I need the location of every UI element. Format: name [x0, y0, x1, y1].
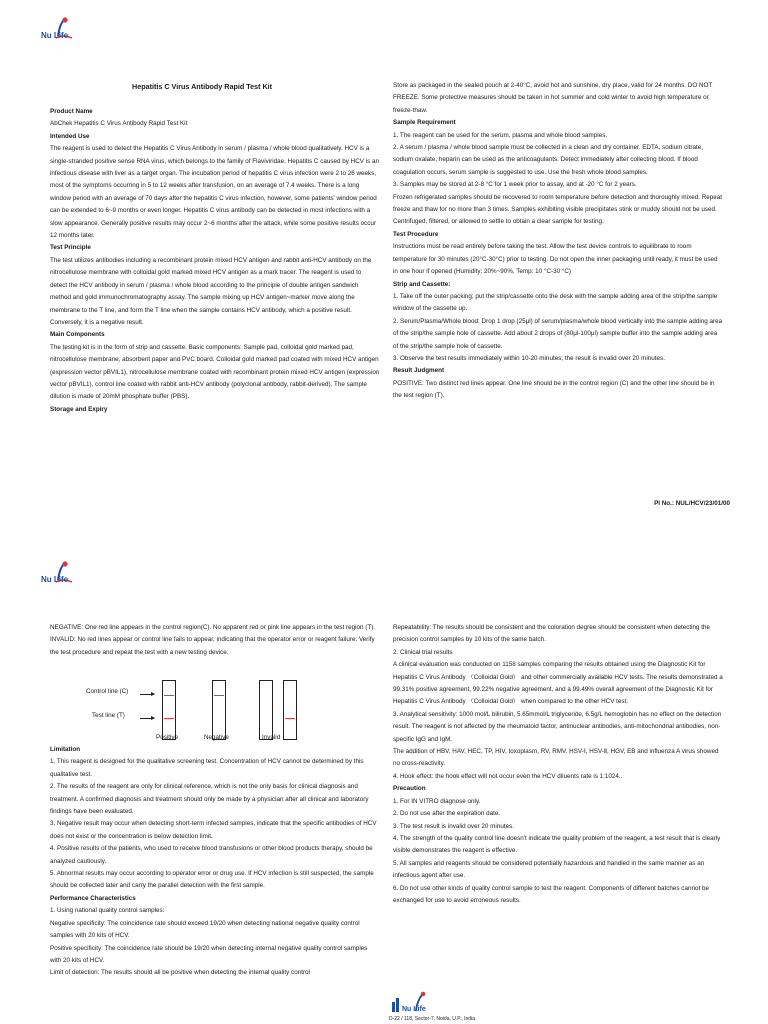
strip-positive	[162, 680, 176, 740]
negative-label: Negative	[204, 734, 229, 741]
test-line-label: Test line (T)	[92, 712, 125, 719]
paragraph: The addition of HBV, HAV, HEC, TP, HIV, toxoplasm, RV, RMV, HSV-Ⅰ, HSV-Ⅱ, HGV, EB and influenza A virus showed no cross-reactivity.	[393, 748, 719, 768]
paragraph: 2. Clinical trial results	[393, 648, 453, 656]
company-address: D-22 / 118, Sector-7, Noida, U.P., India	[389, 1016, 475, 1022]
section-heading: Precaution	[393, 785, 426, 793]
strip-invalid-1	[259, 680, 273, 740]
page2-left-bottom	[50, 744, 380, 980]
paragraph: 3. Analytical sensitivity: 1000 mol/L bilirubin, 5.65mmol/L triglyceride, 6.5g/L hemoglobin has no effect on the detection result. The reagent is not affected by the rheumatoid factor, antinuclear antibodies, anti-mitochondrial antibodies, non-specific IgG and IgM.	[393, 710, 722, 743]
result-diagram	[86, 676, 322, 748]
paragraph: Limit of detection: The results should all be positive when detecting the internal quality control	[50, 969, 310, 977]
paragraph: 3. Negative result may occur when detecting short-term infected samples, indicate that the specific antibodies of HCV does not exist or the concentration is below detection limit.	[50, 820, 377, 840]
nulife-logo	[38, 16, 84, 44]
svg-text:Nu Life: Nu Life	[402, 1006, 426, 1013]
paragraph: 1. The reagent can be used for the serum, plasma and whole blood samples.	[393, 131, 608, 139]
paragraph: 5. Abnormal results may occur according to operator error or drug use. If HCV infection is still suspected, the sample should be collected later and carry the parallel detection with the first sample.	[50, 870, 374, 890]
test-band	[285, 718, 295, 719]
paragraph: 5. All samples and reagents should be considered potentially hazardous and handled in the same manner as an infectious agent after use.	[393, 859, 705, 880]
paragraph: 2. The results of the reagent are only for clinical reference, which is not the only basis for clinical diagnosis and treatment. A confirmed diagnosis and treatment should only be made by a physician after all clinical and laboratory findings have been evaluated.	[50, 783, 369, 816]
section-heading: Sample Requirement	[393, 119, 456, 127]
section-heading: Product Name	[50, 108, 93, 115]
positive-label: Positive	[156, 734, 179, 741]
paragraph: NEGATIVE: One red line appears in the control region(C). No apparent red or pink line appears in the test region (T).	[50, 624, 376, 631]
nulife-logo-page2	[38, 560, 84, 588]
control-band	[164, 695, 174, 696]
paragraph: 2. A serum / plasma / whole blood sample must be collected in a clean and dry container. EDTA, sodium citrate, sodium oxalate, heparin can be used as the anticoagulants. Detect immediately after collecting blood. If blood coagulation occurs, serum sample is suggested to use. Use the fresh whole blood samples.	[393, 144, 703, 176]
paragraph: 1. Using national quality control samples:	[50, 907, 165, 915]
paragraph: Store as packaged in the sealed pouch at 2-40°C, avoid hot and sunshine, dry place, valid for 24 months. DO NOT FREEZE. Some protective measures should be taken in hot summer and cold winter to avoid high temperature or freeze-thaw.	[393, 82, 713, 114]
paragraph: 3. Observe the test results immediately within 10-20 minutes; the result is invalid over 20 minutes.	[393, 354, 665, 362]
page1-left-column	[50, 106, 380, 416]
invalid-label: Invalid	[262, 734, 281, 741]
section-heading: Intended Use	[50, 132, 90, 140]
paragraph: 4. Positive results of the patients, who used to receive blood transfusions or other blood products therapy, should be analyzed cautiously.	[50, 845, 373, 865]
pi-number: PI No.: NUL/HCV/23/01/00	[654, 500, 730, 507]
paragraph: A clinical evaluation was conducted on 1158 samples comparing the results obtained using the Diagnostic Kit for Hepatitis C Virus Antibody （Colloidal Gold） and other commercially available HCV tests. The results demonstrated a 99.31% positive agreement, 99.22% negative agreement, and a 99.49% overall agreement of the Diagnostic Kit for Hepatitis C Virus Antibody （Colloidal Gold） when compared to the other HCV test.	[393, 661, 723, 706]
svg-text:Nu Life: Nu Life	[41, 31, 69, 40]
control-arrow	[140, 694, 154, 695]
section-heading: Main Components	[50, 331, 105, 339]
paragraph: Frozen refrigerated samples should be recovered to room temperature before detection and thoroughly mixed. Repeat freeze and thaw for no more than 3 times. Samples exhibiting visible precipitates stink or muddy should not be used. Centrifuged, filtered, or allowed to settle to obtain a clear sample for testing.	[393, 193, 723, 226]
paragraph: 1. For IN VITRO diagnose only.	[393, 797, 481, 805]
page2-right-column	[393, 622, 723, 907]
paragraph: The testing kit is in the form of strip and cassette. Basic components: Sample pad, colloidal gold marked pad, nitrocellulose membrane, absorbent paper and PVC board. Colloidal gold marked pad coated with mixed HCV antigen (expression vector pBVIL1), nitrocellulose membrane coated with recombinant protein mixed HCV antigen (expression vector pBVIL1), control line coated with rabbit anti-HCV antibody (polyclonal antibody, rabbit-derived). The sample dilution is made of 20mM phosphate buffer (PBS).	[50, 343, 380, 401]
section-heading: Limitation	[50, 746, 81, 753]
test-arrow	[140, 718, 154, 719]
page2-left-top	[50, 622, 380, 659]
nulife-footer-logo	[392, 990, 438, 1018]
page1-right-column	[393, 80, 723, 403]
paragraph: AbChek Hepatitis C Virus Antibody Rapid Test Kit	[50, 120, 188, 128]
paragraph: 3. The test result is invalid over 20 minutes.	[393, 822, 514, 830]
paragraph: Repeatability: The results should be consistent and the coloration degree should be consistent when detecting the precision control samples by 10 kits of the same batch.	[393, 624, 711, 644]
paragraph: 1. This reagent is designed for the qualitative screening test. Concentration of HCV cannot be determined by this qualitative test.	[50, 758, 364, 778]
paragraph: The test utilizes antibodies including a recombinant protein mixed HCV antigen and rabbit anti-HCV antibody on the nitrocellulose membrane with colloidal gold marked mixed HCV antigen as a mark tracer. The reagent is used to detect the HCV antibody in serum / plasma / whole blood according to the principle of double antigen sandwich method and gold immunochromatography assay. The sample mixing up HCV antigen~marker move along the membrane to the T line, and form the T line when the sample contains HCV antibody, which a positive result. Conversely, it is a negative result.	[50, 256, 372, 326]
paragraph: 2. Serum/Plasma/Whole blood: Drop 1 drop (25μl) of serum/plasma/whole blood vertically into the sample adding area of the strip/the sample hole of cassette. Add about 2 drops of (80μl-100μl) sample buffer into the sample adding area of the strip/the sample hole of cassette.	[393, 317, 723, 350]
control-band	[214, 695, 224, 696]
paragraph: The reagent is used to detect the Hepatitis C Virus Antibody in serum / plasma / whole blood qualitatively. HCV is a single-stranded positive sense RNA virus, which belongs to the family of Flaviviridae. Hepatitis C caused by HCV is an infectious disease with liver as a target organ. The incubation period of hepatitis C virus infection were 2 to 26 weeks, most of the symptoms occurring in 5 to 12 weeks after transfusion, on an average of 7.4 weeks. There is a long window period with an average of 70 days after the hepatitis C virus infection, however, some patients' window period can be extended to 6~9 months or even longer. Hepatitis C virus antibody can be detected in most infections with a slow appearance. Generally positive results may occur 2~6 months after the attack, while some positive results occur 12 months later.	[50, 145, 379, 240]
control-line-label: Control line (C)	[86, 688, 129, 695]
strip-negative	[212, 680, 226, 740]
paragraph: 4. Hook effect: the hook effect will not occur even the HCV diluents rate is 1:1024..	[393, 772, 623, 780]
section-heading: Result Judgment	[393, 367, 445, 375]
paragraph: 4. The strength of the quality control line doesn't indicate the quality problem of the reagent, a test result that is clearly visible demonstrates the reagent is effective.	[393, 834, 721, 855]
paragraph: Positive specificity: The coincidence rate should be 19/20 when detecting internal negative quality control samples with 20 kits of HCV.	[50, 944, 368, 964]
paragraph: 1. Take off the outer packing; put the strip/cassette onto the desk with the sample adding area of the strip/the sample window of the cassette up.	[393, 292, 718, 313]
document-title: Hepatitis C Virus Antibody Rapid Test Kit	[132, 82, 273, 91]
paragraph: Instructions must be read entirely before taking the test. Allow the test device controls to equilibrate to room temperature for 30 minutes (20°C-30°C) prior to testing. Do not open the inner packaging until ready, it must be used in one hour if opened (Humidity: 20%~90%, Temp: 10 °C-30 °C)	[393, 243, 718, 276]
svg-text:Nu Life: Nu Life	[41, 575, 69, 584]
section-heading: Test Procedure	[393, 230, 439, 238]
paragraph: Negative specificity: The coincidence rate should exceed 19/20 when detecting national negative quality control samples with 20 kits of HCV.	[50, 919, 360, 940]
paragraph: 3. Samples may be stored at 2-8 °C for 1 week prior to assay, and at -20 °C for 2 years.	[393, 181, 637, 189]
section-heading: Strip and Cassette:	[393, 280, 451, 288]
paragraph: INVALID: No red lines appear or control line fails to appear, indicating that the operator error or reagent failure. Verify the test procedure and repeat the test with a new testing device.	[50, 636, 375, 656]
paragraph: 6. Do not use other kinds of quality control sample to test the reagent. Components of different batches cannot be exchanged for use to avoid erroneous results.	[393, 884, 709, 904]
test-band	[164, 718, 174, 719]
section-heading: Performance Characteristics	[50, 894, 136, 902]
section-heading: Storage and Expiry	[50, 405, 108, 413]
section-heading: Test Principle	[50, 244, 91, 252]
paragraph: 2. Do not use after the expiration date.	[393, 810, 501, 818]
strip-invalid-2	[283, 680, 297, 740]
paragraph: POSITIVE: Two distinct red lines appear. One line should be in the control region (C) and the other line should be in the test region (T).	[393, 379, 715, 400]
